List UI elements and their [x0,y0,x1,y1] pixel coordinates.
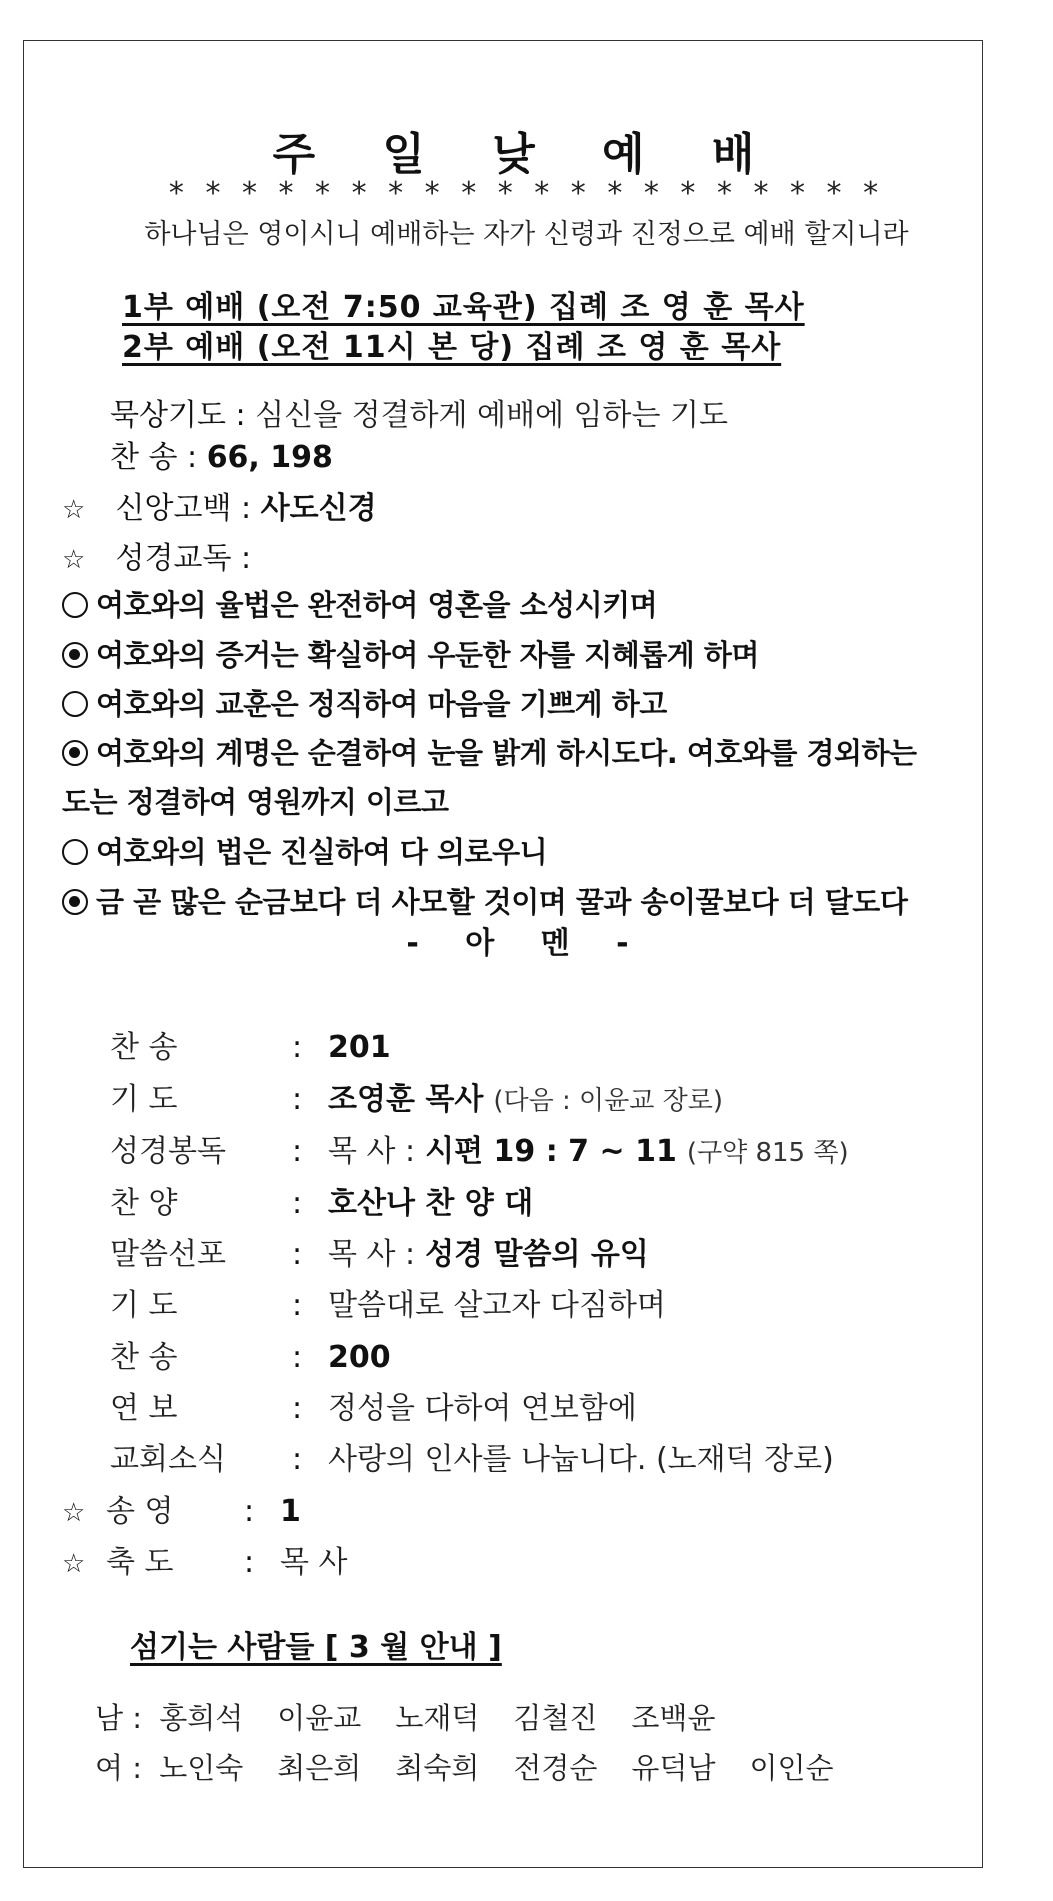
order-row [110,1022,391,1066]
colon: : [292,1186,303,1221]
order-note: (다음 : 이윤교 장로) [493,1086,724,1116]
amen: - 아 멘 - [406,926,647,961]
usher-name: 노인숙 [159,1751,244,1785]
usher-name: 이인순 [749,1751,834,1785]
order-row [62,1537,348,1581]
men-label: 남 : [95,1701,143,1735]
order-text: 정성을 다하여 연보함에 [328,1391,637,1426]
order-row [110,1126,849,1170]
reading-row [62,533,251,577]
psalm-text: 여호와의 계명은 순결하여 눈을 밝게 하시도다. 여호와를 경외하는 [96,736,917,770]
page-title: 주 일 낮 예 배 [272,129,781,180]
empty-circle-icon [62,839,88,865]
star-icon: ☆ [62,495,86,525]
order-label: 찬 양 [110,1186,178,1221]
verse-line: 하나님은 영이시니 예배하는 자가 신령과 진정으로 예배 할지니라 [144,219,909,250]
filled-circle-icon [62,740,88,766]
order-value: 201 [328,1030,391,1065]
psalm-line [62,633,759,674]
order-value: 호산나 찬 양 대 [328,1186,534,1221]
empty-circle-icon [62,691,88,717]
star-icon: ☆ [62,1549,86,1579]
psalm-line [62,880,907,921]
meditation-row [110,390,728,434]
colon: : [292,1134,303,1169]
filled-circle-icon [62,889,88,915]
order-label: 찬 송 [110,1340,178,1375]
opening-hymn-label: 찬 송 : [110,440,198,475]
order-text: 사랑의 인사를 나눕니다. (노재덕 장로) [328,1442,834,1477]
colon: : [244,1494,255,1529]
order-value: 1 [280,1494,301,1529]
psalm-line [62,780,448,821]
order-prefix: 목 사 : [328,1134,416,1169]
order-value: 200 [328,1340,391,1375]
psalm-line [62,731,917,772]
order-label: 성경봉독 [110,1134,226,1169]
colon: : [292,1237,303,1272]
colon: : [292,1391,303,1426]
psalm-text: 도는 정결하여 영원까지 이르고 [62,785,449,819]
psalm-text: 여호와의 법은 진실하여 다 의로우니 [96,835,548,869]
ushers-title: 섬기는 사람들 [ 3 월 안내 ] [130,1630,502,1665]
creed-row [62,483,377,527]
service-2: 2부 예배 (오전 11시 본 당) 집례 조 영 훈 목사 [122,330,782,365]
order-label: 축 도 [106,1545,174,1580]
order-row [110,1280,666,1324]
opening-hymn-row [110,432,333,476]
ushers-men [95,1696,749,1737]
star-icon: ☆ [62,1498,86,1528]
psalm-line [62,682,667,723]
ushers-women [95,1746,868,1787]
psalm-line [62,583,657,624]
psalm-text: 금 곧 많은 순금보다 더 사모할 것이며 꿀과 송이꿀보다 더 달도다 [96,885,908,919]
order-label: 교회소식 [110,1442,226,1477]
order-text: 목 사 [280,1545,348,1580]
order-label: 연 보 [110,1391,178,1426]
star-divider: * * * * * * * * * * * * * * * * * * * * [168,176,885,211]
order-value: 성경 말씀의 유익 [425,1237,649,1272]
order-row [110,1074,723,1118]
reading-label: 성경교독 : [115,541,252,576]
service-1: 1부 예배 (오전 7:50 교육관) 집례 조 영 훈 목사 [122,290,805,325]
usher-name: 유덕남 [631,1751,716,1785]
women-label: 여 : [95,1751,143,1785]
meditation-value: 심신을 정결하게 예배에 임하는 기도 [255,398,728,433]
star-icon: ☆ [62,545,86,575]
order-row [62,1486,301,1530]
opening-hymn-value: 66, 198 [206,440,333,475]
psalm-text: 여호와의 율법은 완전하여 영혼을 소성시키며 [96,588,658,622]
men-names [151,1701,749,1735]
colon: : [292,1030,303,1065]
filled-circle-icon [62,642,88,668]
usher-name: 조백윤 [631,1701,716,1735]
usher-name: 최은희 [277,1751,362,1785]
usher-name: 김철진 [513,1701,598,1735]
order-label: 말씀선포 [110,1237,226,1272]
meditation-label: 묵상기도 : [110,398,246,433]
order-prefix: 목 사 : [328,1237,416,1272]
usher-name: 전경순 [513,1751,598,1785]
order-label: 송 영 [106,1494,174,1529]
usher-name: 이윤교 [277,1701,362,1735]
creed-value: 사도신경 [260,491,377,526]
colon: : [292,1340,303,1375]
colon: : [292,1442,303,1477]
women-names [151,1751,867,1785]
order-note: (구약 815 쪽) [686,1138,849,1168]
psalm-text: 여호와의 교훈은 정직하여 마음을 기쁘게 하고 [96,687,667,721]
order-row [110,1332,391,1376]
colon: : [292,1082,303,1117]
colon: : [244,1545,255,1580]
order-text: 말씀대로 살고자 다짐하며 [328,1288,666,1323]
order-label: 찬 송 [110,1030,178,1065]
psalm-text: 여호와의 증거는 확실하여 우둔한 자를 지혜롭게 하며 [96,638,759,672]
order-row [110,1178,533,1222]
order-row [110,1434,834,1478]
order-label: 기 도 [110,1288,178,1323]
order-row [110,1229,649,1273]
usher-name: 최숙희 [395,1751,480,1785]
order-value: 조영훈 목사 [328,1082,484,1117]
usher-name: 홍희석 [159,1701,244,1735]
order-label: 기 도 [110,1082,178,1117]
usher-name: 노재덕 [395,1701,480,1735]
colon: : [292,1288,303,1323]
empty-circle-icon [62,592,88,618]
order-value: 시편 19 : 7 ~ 11 [425,1134,677,1169]
psalm-line [62,830,547,871]
creed-label: 신앙고백 : [115,491,252,526]
order-row [110,1383,637,1427]
